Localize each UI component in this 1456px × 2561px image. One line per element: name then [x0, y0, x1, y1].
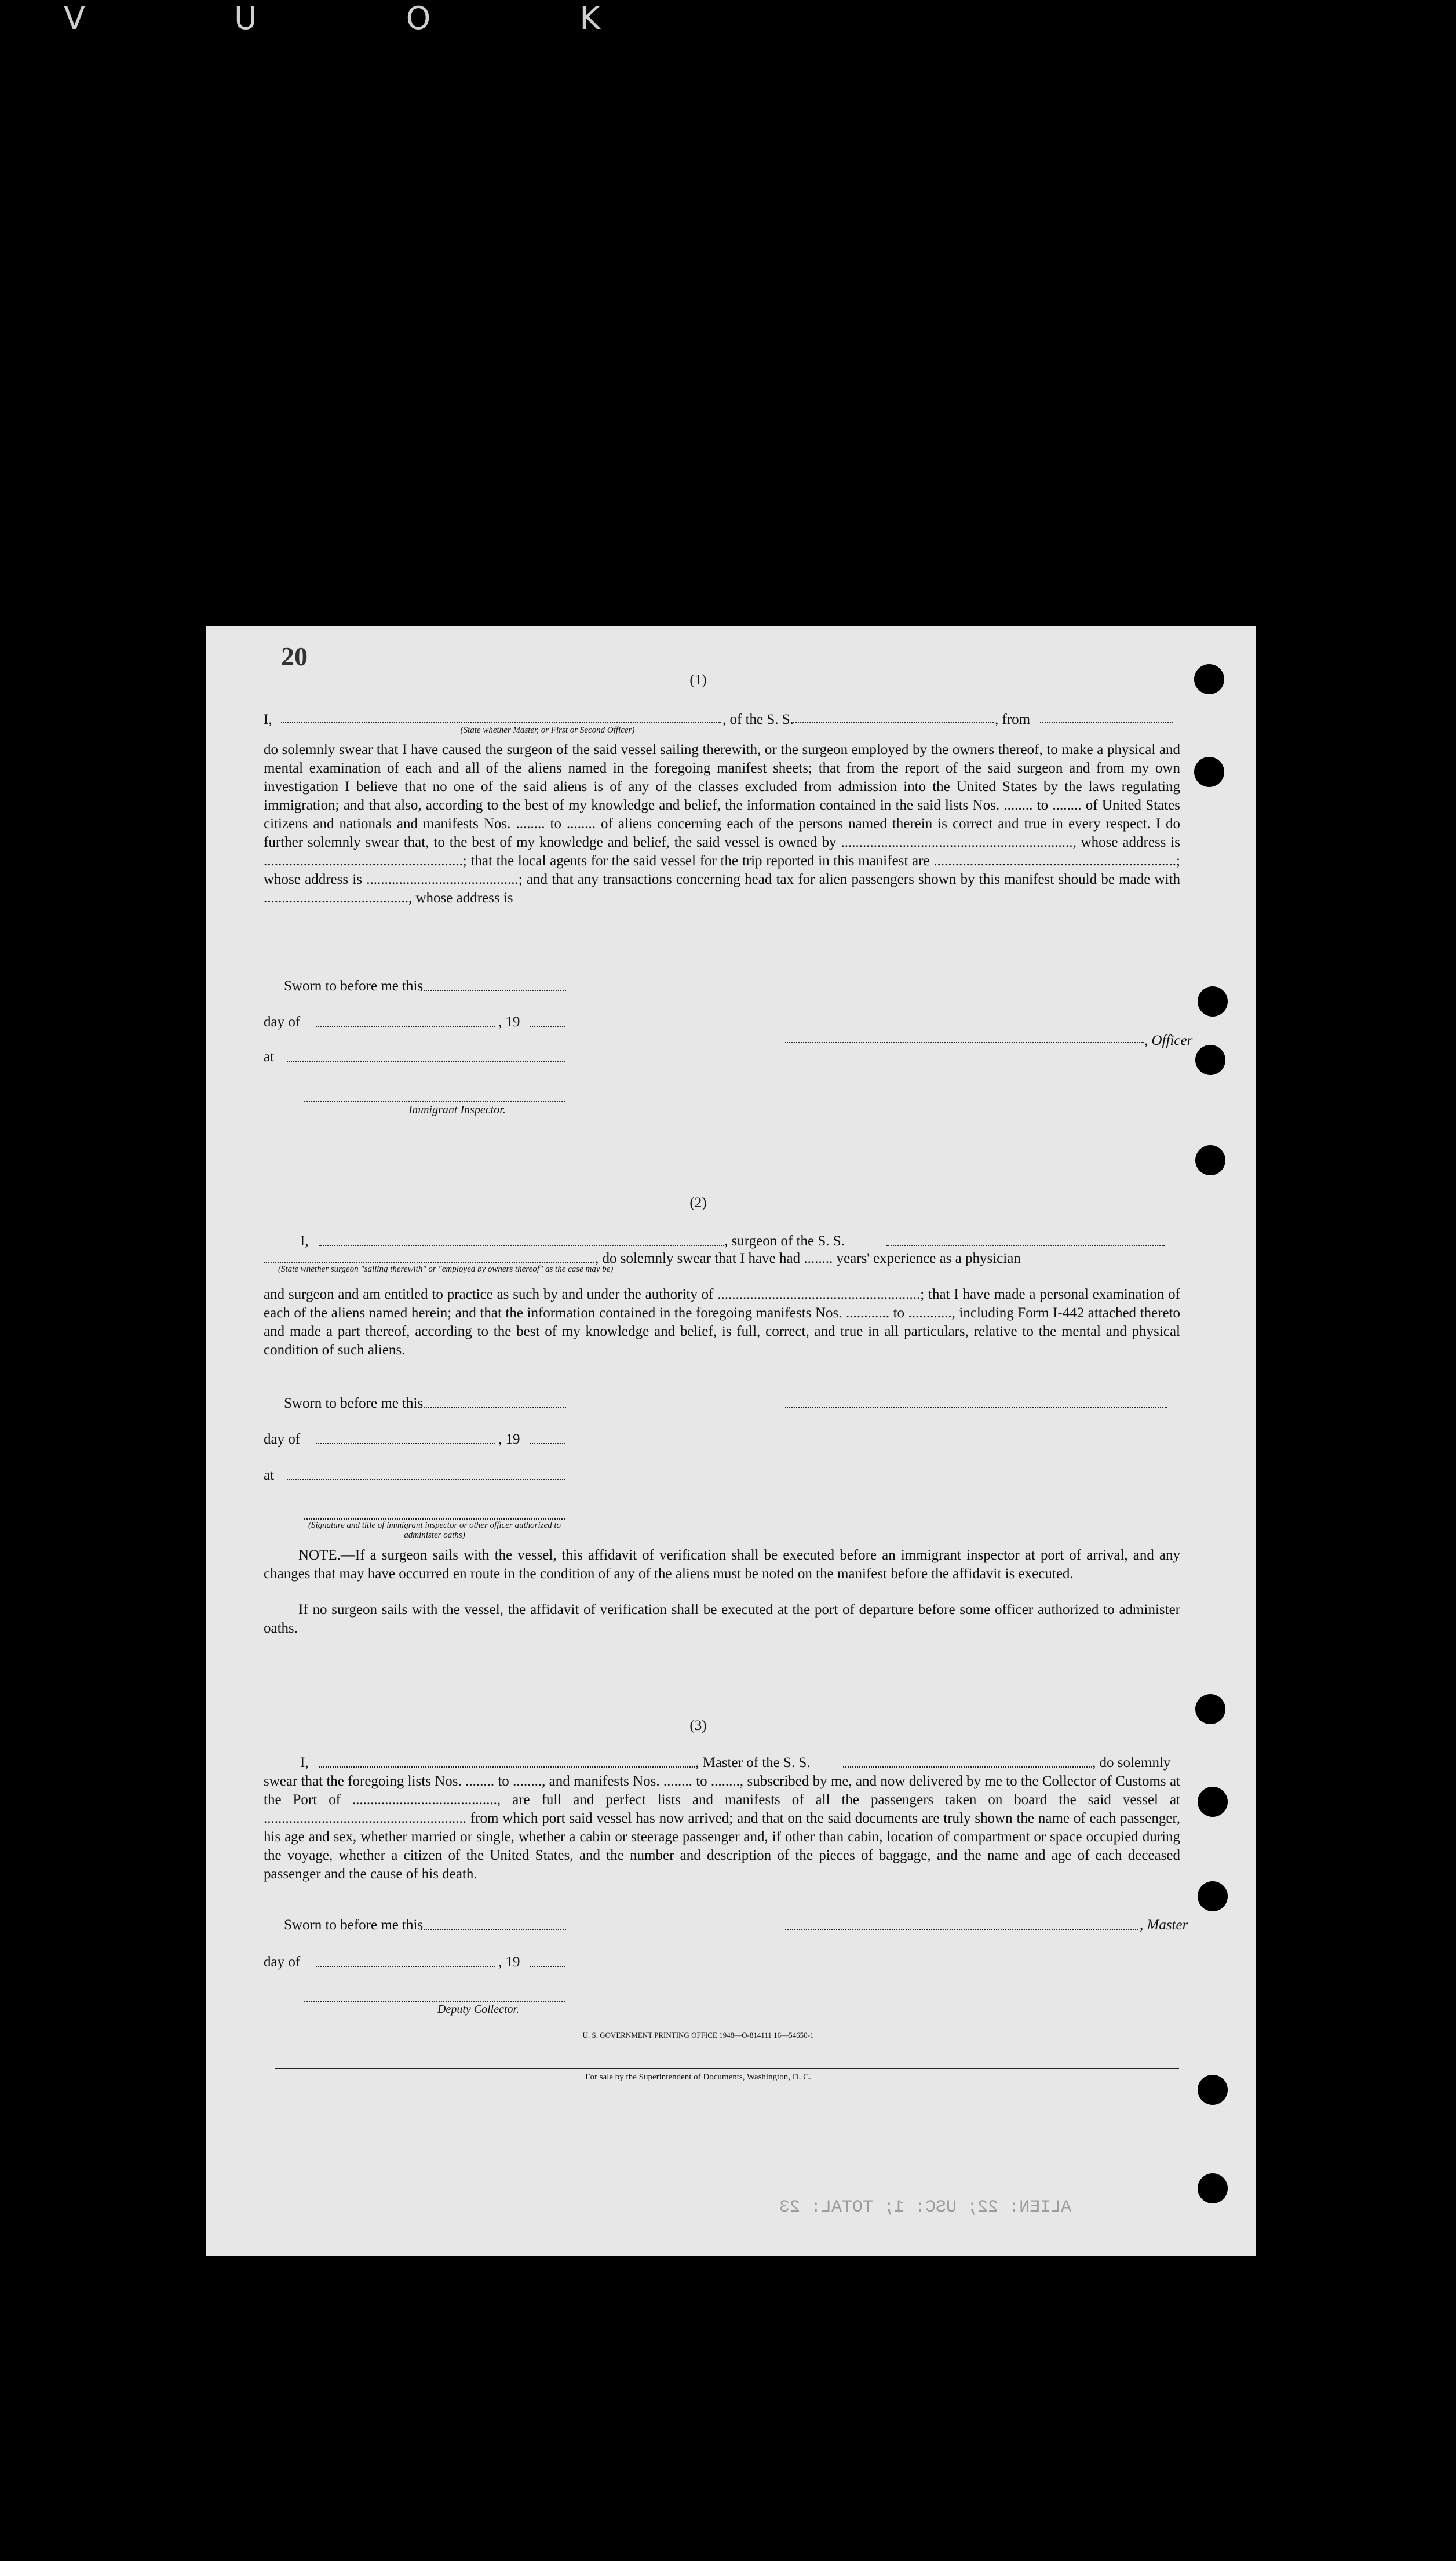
sale-imprint: For sale by the Superintendent of Documents, Washington, D. C. [585, 2072, 811, 2082]
binder-hole [1198, 986, 1228, 1017]
footer-rule [275, 2068, 1179, 2069]
section-3-day-line [316, 1966, 495, 1967]
section-2-oath: and surgeon and am entitled to practice as such by and under the authority of ........................................................; that I have made a personal examination of each of the aliens named herein; and that the information contained in the foregoing manifests Nos. ............ to ............, including Form I-442 attached thereto and made a part thereof, according to the best of my knowledge and belief, is full, correct, and true in all particulars, relative to the mental and physical condition of such aliens. [264, 1287, 1180, 1358]
section-2-sworn-line [421, 1407, 566, 1408]
section-2-i: I, [300, 1233, 309, 1249]
binder-hole [1194, 757, 1224, 787]
section-3-signer: Deputy Collector. [437, 2003, 520, 2016]
manifest-affidavit-page [206, 626, 1256, 2256]
master-name-line [319, 1766, 695, 1768]
binder-hole [1195, 1045, 1225, 1075]
section-1-state-note: (State whether Master, or First or Second Officer) [460, 726, 635, 735]
officer-signature-line [785, 1042, 1144, 1043]
binder-hole [1195, 1145, 1225, 1175]
section-2-sworn: Sworn to before me this [284, 1396, 424, 1411]
section-2-at-line [287, 1479, 565, 1480]
page-number: 20 [281, 642, 308, 671]
binder-hole [1198, 2173, 1228, 2203]
section-3-master-of: , Master of the S. S. [695, 1755, 811, 1771]
section-1-at: at [264, 1049, 275, 1065]
section-2-officer-line [304, 1518, 565, 1520]
section-1-i: I, [264, 712, 272, 727]
section-2-at: at [264, 1467, 275, 1483]
binder-hole [1198, 1881, 1228, 1911]
section-1-oath: do solemnly swear that I have caused the surgeon of the said vessel sailing therewith, or the surgeon employed by the owners thereof, to make a physical and mental examination of each and all of the aliens named in the foregoing manifest sheets; that from the report of the said surgeon and from my own investigation I believe that no one of the said aliens is of any of the classes excluded from admission into the United States by the laws regulating immigration; and that also, according to the best of my knowledge and belief, the information contained in the said lists Nos. ........ to ........ of United States citizens and nationals and manifests Nos. ........ to ........ of aliens concerning each of the persons named therein is correct and true in every respect. I do further solemnly swear that, to the best of my knowledge and belief, the said vessel is owned by ................................................................, whose address is .......................................................; that the local agents for the said vessel for the trip reported in this manifest are ...................................................................; whose address is ..........................................; and that any transactions concerning head tax for alien passengers shown by this manifest should be made with ........................................, whose address is [264, 742, 1180, 906]
gpo-imprint: U. S. GOVERNMENT PRINTING OFFICE 1948—O-814111 16—54650-1 [582, 2031, 814, 2039]
from-port-line [1040, 722, 1173, 723]
section-3-i: I, [300, 1755, 309, 1771]
no-surgeon-note: If no surgeon sails with the vessel, the affidavit of verification shall be executed at the port of departure before some officer authorized to administer oaths. [264, 1602, 1180, 1636]
section-2-number: (2) [689, 1195, 707, 1211]
section-2-sig-note: (Signature and title of immigrant inspector or other officer authorized to administer oaths) [308, 1521, 561, 1540]
binder-hole [1195, 1694, 1225, 1724]
section-1-year-line [530, 1026, 565, 1027]
section-3-solemnly: , do solemnly [1092, 1755, 1171, 1771]
section-3-master: , Master [1140, 1917, 1188, 1933]
bleed-through-tally: ALIEN: 22; USC: 1; TOTAL: 23 [779, 2198, 1072, 2217]
vessel-name-line [791, 722, 994, 723]
section-2-day-of: day of [264, 1431, 301, 1447]
section-2-experience: , do solemnly swear that I have had ........ years' experience as a physician [595, 1251, 1021, 1266]
section-3-sworn-line [421, 1929, 566, 1930]
surgeon-vessel-line [886, 1245, 1165, 1246]
master-vessel-line [843, 1766, 1092, 1768]
section-1-sworn-line [421, 990, 566, 991]
section-2-surgeon-of: , surgeon of the S. S. [724, 1233, 845, 1249]
section-1-inspector-line [304, 1101, 565, 1102]
section-3-sworn: Sworn to before me this [284, 1917, 424, 1933]
film-corner-mark: V U O K [64, 0, 670, 37]
section-1-signer: Immigrant Inspector. [408, 1103, 506, 1116]
surgeon-name-line [319, 1245, 724, 1246]
section-1-head-line: , of the S. S. [722, 712, 794, 727]
section-1-name-line [281, 722, 721, 723]
section-3-year-line [530, 1966, 565, 1967]
section-2-year-line [530, 1443, 565, 1444]
section-2-year: , 19 [498, 1431, 520, 1447]
section-2-state-note: (State whether surgeon "sailing therewith" or "employed by owners thereof" as the case may be) [278, 1265, 614, 1274]
section-1-day-of: day of [264, 1014, 301, 1030]
section-3-number: (3) [689, 1718, 707, 1733]
section-3-year: , 19 [498, 1954, 520, 1970]
section-2-state-line [264, 1262, 594, 1263]
collector-signature-line [304, 2001, 565, 2002]
section-1-from: , from [995, 712, 1031, 727]
section-1-sworn: Sworn to before me this [284, 978, 424, 994]
section-2-day-line [316, 1443, 495, 1444]
section-3-day-of: day of [264, 1954, 301, 1970]
binder-hole [1198, 2075, 1228, 2105]
section-1-officer: , Officer [1144, 1033, 1193, 1048]
section-1-at-line [287, 1061, 565, 1062]
binder-hole [1194, 664, 1224, 694]
section-3-oath: swear that the foregoing lists Nos. ........ to ........, and manifests Nos. ........ to ........, subscribed by me, and now delivered by me to the Collector of Customs at the Port of ........................................, are full and perfect lists and manifests of all the passengers taken on board the said vessel at ........................................................ from which port said vessel has now arrived; and that on the said documents are truly shown the name of each passenger, his age and sex, whether married or single, whether a cabin or steerage passenger and, if other than cabin, location of compartment or space occupied during the voyage, whether a citizen of the United States, and the number and description of the pieces of baggage, and the name and age of each deceased passenger and the cause of his death. [264, 1773, 1180, 1882]
binder-hole [1198, 1787, 1228, 1817]
section-1-year: , 19 [498, 1014, 520, 1030]
section-1-day-line [316, 1026, 495, 1027]
master-signature-line [785, 1929, 1138, 1930]
surgeon-signature-line [785, 1407, 1167, 1408]
section-1-number: (1) [689, 672, 707, 688]
surgeon-note: NOTE.—If a surgeon sails with the vessel, this affidavit of verification shall be executed before an immigrant inspector at port of arrival, and any changes that may have occurred en route in the condition of any of the aliens must be noted on the manifest before the affidavit is executed. [264, 1547, 1180, 1582]
